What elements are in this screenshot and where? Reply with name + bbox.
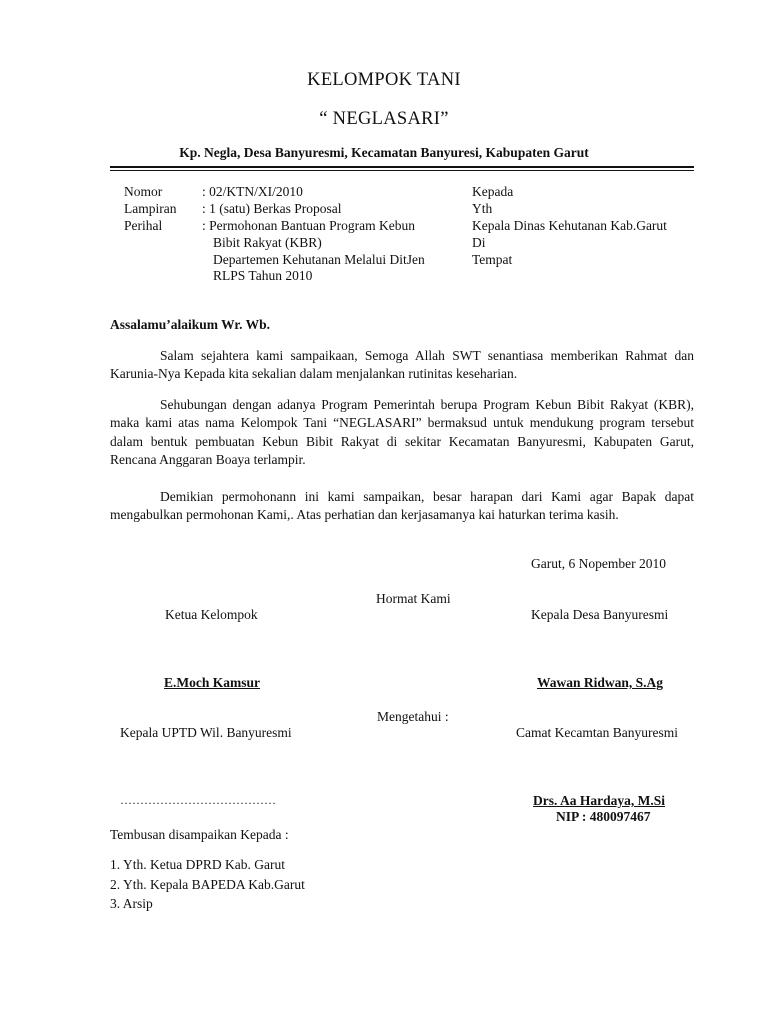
tembusan-heading: Tembusan disampaikan Kepada : [110, 827, 289, 842]
mengetahui: Mengetahui : [377, 709, 449, 724]
org-title: KELOMPOK TANI [307, 70, 461, 90]
kades-name: Wawan Ridwan, S.Ag [537, 675, 664, 690]
perihal-line-2: Bibit Rakyat (KBR) [213, 235, 322, 250]
recipient-di: Di [472, 235, 486, 250]
uptd-title: Kepala UPTD Wil. Banyuresmi [120, 725, 292, 740]
nomor-label: Nomor [124, 184, 163, 199]
recipient-block [472, 183, 667, 268]
lampiran-value: : 1 (satu) Berkas Proposal [202, 201, 342, 216]
header-rule-thin [110, 170, 694, 171]
tembusan-item-2: 2. Yth. Kepala BAPEDA Kab.Garut [110, 877, 305, 892]
address-line: Kp. Negla, Desa Banyuresmi, Kecamatan Banyuresi, Kabupaten Garut [179, 145, 589, 160]
ketua-name: E.Moch Kamsur [164, 675, 260, 690]
kades-title: Kepala Desa Banyuresmi [531, 607, 669, 622]
recipient-office: Kepala Dinas Kehutanan Kab.Garut [472, 218, 667, 233]
greeting: Assalamu’alaikum Wr. Wb. [110, 317, 271, 332]
perihal-label: Perihal [124, 218, 163, 233]
ketua-title: Ketua Kelompok [165, 607, 258, 622]
perihal-line-3: Departemen Kehutanan Melalui DitJen [213, 252, 425, 267]
nomor-value: : 02/KTN/XI/2010 [202, 184, 303, 199]
letter-meta [124, 183, 425, 268]
perihal-line-1: : Permohonan Bantuan Program Kebun [202, 218, 415, 233]
lampiran-label: Lampiran [124, 201, 177, 216]
paragraph-3: Demikian permohonann ini kami sampaikan, besar harapan dari Kami agar Bapak dapat mengabulkan permohonan Kami,. Atas perhatian dan kerjasamanya kai haturkan terima kasih. [110, 489, 694, 523]
paragraph-1: Salam sejahtera kami sampaikaan, Semoga Allah SWT senantiasa memberikan Rahmat dan Karunia-Nya Kepada kita sekalian dalam menjalankan rutinitas keseharian. [110, 348, 694, 382]
camat-title: Camat Kecamtan Banyuresmi [516, 725, 678, 740]
hormat-kami: Hormat Kami [376, 591, 451, 606]
group-name: “ NEGLASARI” [319, 109, 449, 129]
tembusan-item-1: 1. Yth. Ketua DPRD Kab. Garut [110, 857, 285, 872]
tembusan-item-3: 3. Arsip [110, 896, 153, 911]
camat-nip: NIP : 480097467 [556, 809, 651, 824]
paragraph-2: Sehubungan dengan adanya Program Pemerintah berupa Program Kebun Bibit Rakyat (KBR), maka kami atas nama Kelompok Tani “NEGLASARI” bermaksud untuk mendukung program tersebut dalam bentuk pembuatan Kebun Bibit Rakyat di sekitar Kecamatan Banyuresmi, Kabupaten Garut, Rencana Anggaran Boaya terlampir. [110, 397, 694, 467]
recipient-kepada: Kepada [472, 184, 514, 199]
perihal-line-4: RLPS Tahun 2010 [213, 268, 313, 283]
uptd-name-placeholder: ………………………………… [120, 793, 276, 807]
header-rule-thick [110, 166, 694, 168]
place-date: Garut, 6 Nopember 2010 [531, 556, 666, 571]
camat-name: Drs. Aa Hardaya, M.Si [533, 793, 666, 808]
recipient-tempat: Tempat [472, 252, 513, 267]
recipient-yth: Yth [472, 201, 493, 216]
